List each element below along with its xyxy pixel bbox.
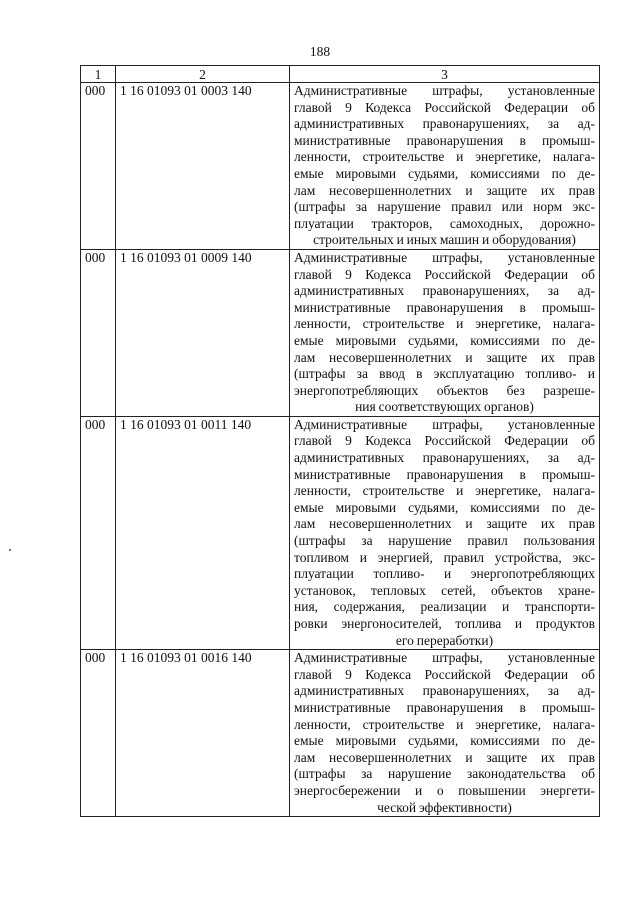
document-table xyxy=(80,65,600,817)
description-line: министративные правонарушения в промыш- xyxy=(294,699,595,715)
description-line: (штрафы за нарушение законодательства об xyxy=(294,766,595,782)
description-line: лам несовершеннолетних и защите их прав xyxy=(294,749,595,765)
description-line: его переработки) xyxy=(395,632,494,648)
table-body xyxy=(81,83,600,817)
description-line: лам несовершеннолетних и защите их прав xyxy=(294,516,595,532)
description-cell xyxy=(290,83,600,250)
description-line: установок, тепловых сетей, объектов хране- xyxy=(294,582,595,598)
description-line: административных правонарушениях, за ад- xyxy=(294,116,595,132)
description-line: строительных и иных машин и оборудования) xyxy=(313,232,576,248)
budget-code-admin-cell: 000 xyxy=(81,83,116,250)
description-line: министративные правонарушения в промыш- xyxy=(294,299,595,315)
column-header-3: 3 xyxy=(290,66,600,83)
description-line: емые мировыми судьями, комиссиями по де- xyxy=(294,499,595,515)
description-line: министративные правонарушения в промыш- xyxy=(294,466,595,482)
description-line: энергопотребляющих объектов без разреше- xyxy=(294,382,595,398)
description-line: ленности, строительстве и энергетике, налага- xyxy=(294,149,595,165)
description-cell xyxy=(290,249,600,416)
description-line: емые мировыми судьями, комиссиями по де- xyxy=(294,733,595,749)
description-cell xyxy=(290,416,600,649)
description-line: (штрафы за ввод в эксплуатацию топливо- и xyxy=(294,366,595,382)
budget-classification-code-cell: 1 16 01093 01 0011 140 xyxy=(116,416,290,649)
budget-classification-code-cell: 1 16 01093 01 0003 140 xyxy=(116,83,290,250)
description-line: ровки энергоносителей, топлива и продуктов xyxy=(294,616,595,631)
budget-classification-code-cell: 1 16 01093 01 0016 140 xyxy=(116,650,290,817)
description-line: Административные штрафы, установленные xyxy=(294,249,595,265)
budget-code-admin-cell: 000 xyxy=(81,416,116,649)
description-line: ния, содержания, реализации и транспорти- xyxy=(294,599,595,615)
page-number: 188 xyxy=(309,44,331,59)
description-line: главой 9 Кодекса Российской Федерации об xyxy=(294,433,595,449)
description-line: емые мировыми судьями, комиссиями по де- xyxy=(294,332,595,348)
description-line: лам несовершеннолетних и защите их прав xyxy=(294,182,595,198)
table-row xyxy=(81,416,600,649)
budget-code-admin-cell: 000 xyxy=(81,650,116,817)
column-header-2: 2 xyxy=(116,66,290,83)
description-line: емые мировыми судьями, комиссиями по де- xyxy=(294,165,595,181)
description-line: главой 9 Кодекса Российской Федерации об xyxy=(294,266,595,282)
description-line: плуатации тракторов, самоходных, дорожно- xyxy=(294,215,595,231)
description-line: ленности, строительстве и энергетике, налага- xyxy=(294,316,595,332)
budget-classification-code-cell: 1 16 01093 01 0009 140 xyxy=(116,249,290,416)
description-line: ческой эффективности) xyxy=(377,799,512,815)
description-line: главой 9 Кодекса Российской Федерации об xyxy=(294,666,595,682)
table-header-row xyxy=(81,66,600,83)
description-line: административных правонарушениях, за ад- xyxy=(294,283,595,299)
description-line: ленности, строительстве и энергетике, налага- xyxy=(294,483,595,499)
description-line: лам несовершеннолетних и защите их прав xyxy=(294,349,595,365)
description-line: административных правонарушениях, за ад- xyxy=(294,450,595,466)
description-line: Административные штрафы, установленные xyxy=(294,83,595,98)
description-line: энергосбережении и о повышении энергети- xyxy=(294,782,595,798)
table-row xyxy=(81,650,600,817)
description-line: (штрафы за нарушение правил или норм экс- xyxy=(294,199,595,215)
description-line: Административные штрафы, установленные xyxy=(294,416,595,432)
table-row xyxy=(81,249,600,416)
description-line: ния соответствующих органов) xyxy=(355,399,534,415)
description-line: административных правонарушениях, за ад- xyxy=(294,683,595,699)
description-line: главой 9 Кодекса Российской Федерации об xyxy=(294,99,595,115)
scan-speck xyxy=(9,549,11,551)
description-line: плуатации топливо- и энергопотребляющих xyxy=(294,566,595,582)
budget-code-admin-cell: 000 xyxy=(81,249,116,416)
description-line: Административные штрафы, установленные xyxy=(294,650,595,666)
description-line: министративные правонарушения в промыш- xyxy=(294,132,595,148)
description-line: ленности, строительстве и энергетике, налага- xyxy=(294,716,595,732)
column-header-1: 1 xyxy=(81,66,116,83)
description-cell xyxy=(290,650,600,817)
description-line: (штрафы за нарушение правил пользования xyxy=(294,533,595,549)
description-line: топливом и энергией, правил устройства, экс- xyxy=(294,549,595,565)
table-row xyxy=(81,83,600,250)
